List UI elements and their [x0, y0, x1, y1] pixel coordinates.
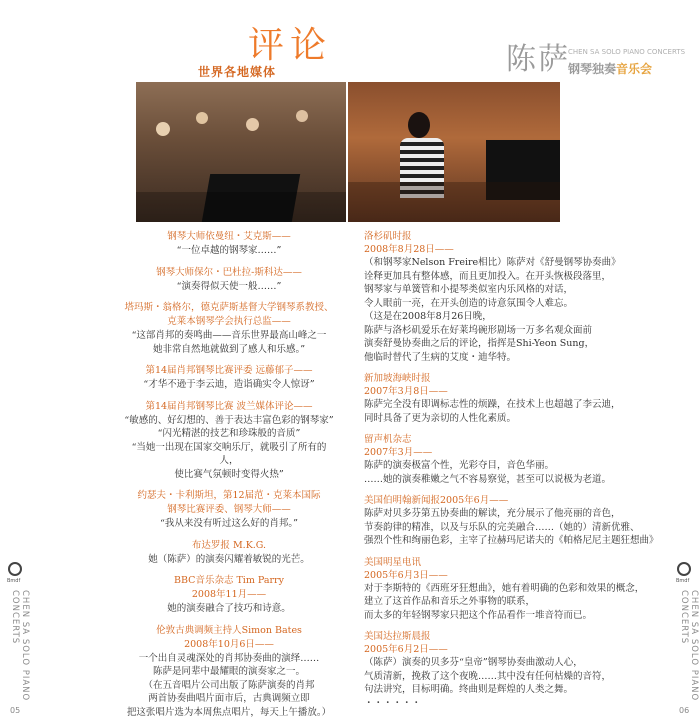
- review-source: 美国明星电讯: [364, 556, 422, 568]
- review-text: ・・・・・・: [364, 697, 422, 709]
- review-source: 塔玛斯・翁格尔，德克萨斯基督大学钢琴系教授、: [124, 302, 334, 313]
- review-entry: [364, 494, 669, 548]
- orchestra-photo: [136, 82, 346, 222]
- review-text: 演奏舒曼协奏曲之后的评论，指挥是Shi-Yeon Sung，: [364, 338, 595, 349]
- review-text: 陈萨的演奏极富个性，光彩夺目，音色华丽。: [364, 460, 555, 471]
- review-text: 陈萨完全没有即调标志性的烦躁，在技术上也超越了李云迪，: [364, 399, 621, 410]
- review-text: 强烈个性和绚丽色彩，主宰了拉赫玛尼诺夫的《帕格尼尼主题狂想曲》: [364, 535, 659, 546]
- review-text: 一个出自灵魂深处的肖邦协奏曲的演绎……: [138, 652, 320, 664]
- review-entry: [124, 230, 334, 258]
- review-text: 诠释更加具有整体感，而且更加投入。在开头恢极段落里，: [364, 270, 612, 282]
- review-text: 她的演奏融合了技巧和诗意。: [167, 603, 291, 614]
- review-entry: [124, 539, 334, 567]
- review-text: 陈萨与洛杉矶爱乐在好莱坞碗形剧场一万多名观众面前: [364, 324, 593, 336]
- review-text: “敏感的、好幻想的、善于表达丰富色彩的钢琴家”: [124, 414, 334, 426]
- review-source: 钢琴大师保尔・巴杜拉-斯科达——: [156, 266, 302, 278]
- review-date: 2008年10月6日——: [184, 638, 274, 650]
- review-text: 节奏韵律的精准，以及与乐队的完美融合……（她的）清新优雅、: [364, 521, 640, 533]
- review-text: 句法讲究，目标明确。终曲则是辉煌的人类之舞。: [364, 684, 574, 695]
- right-reviews: [364, 230, 669, 718]
- brand-sub-a: 钢琴独奏: [568, 62, 617, 76]
- brand-subtitle: [568, 60, 652, 77]
- review-text: 而太多的年轻钢琴家只把这个作品看作一堆音符而已。: [364, 609, 593, 621]
- review-date: 2008年8月28日——: [364, 244, 454, 255]
- review-date: 2005年6月3日——: [364, 569, 448, 581]
- review-text: “演奏得似天使一般……”: [176, 280, 282, 292]
- review-text: （在五音唱片公司出版了陈萨演奏的肖邦: [143, 679, 315, 691]
- review-source: 第14届肖邦钢琴比赛评委 远藤郁子——: [145, 365, 313, 376]
- left-reviews: [124, 230, 334, 727]
- review-entry: [124, 489, 334, 531]
- review-date: 2008年11月——: [191, 589, 267, 600]
- pianist-photo: [348, 82, 560, 222]
- brand-sub-b: 音乐会: [616, 62, 653, 76]
- review-source: 布达罗报 M.K.G.: [191, 539, 267, 551]
- page-number-left: 05: [10, 706, 21, 715]
- review-entry: [124, 266, 334, 294]
- review-text: 令人眼前一亮，在开头创造的诗意氛围令人难忘。: [364, 297, 574, 309]
- brand-name-cn: 陈萨: [506, 42, 570, 77]
- section-title: 评论: [248, 25, 333, 66]
- review-entry: [124, 400, 334, 482]
- page-number-right: 06: [679, 706, 690, 715]
- review-date: 2007年3月8日——: [364, 386, 448, 397]
- review-entry: [124, 301, 334, 356]
- review-text: 钢琴家与单簧管和小提琴类似室内乐风格的对话，: [364, 284, 574, 295]
- review-entry: [364, 372, 669, 425]
- review-text: “这部肖邦的奏鸣曲——音乐世界最高山峰之一: [131, 330, 327, 341]
- label-logo-icon: [677, 562, 691, 576]
- review-text: 两首协奏曲唱片面市后，古典调频立即: [148, 693, 310, 704]
- review-source: 伦敦古典调频主持人Simon Bates: [156, 624, 302, 636]
- review-entry: [124, 364, 334, 392]
- review-text: 陈萨对贝多芬第五协奏曲的解读，充分展示了他亮丽的音色，: [364, 508, 621, 519]
- review-entry: [364, 630, 669, 710]
- review-entry: [364, 556, 669, 623]
- review-text: （陈萨）演奏的贝多芬“皇帝”钢琴协奏曲激动人心，: [364, 657, 583, 668]
- review-source: 新加坡海峡时报: [364, 373, 431, 384]
- review-source: 洛杉矶时报: [364, 231, 412, 242]
- review-text: “闪光精湛的技艺和珍珠般的音质”: [157, 428, 301, 439]
- brand-name-en: CHEN SA SOLO PIANO CONCERTS: [568, 48, 686, 56]
- review-source: 钢琴大师依曼纽・艾克斯——: [167, 231, 291, 242]
- review-text: 她（陈萨）的演奏闪耀着敏锐的光芒。: [148, 553, 310, 565]
- review-text: 气质清新，挽救了这个夜晚……其中没有任何枯燥的音符，: [364, 670, 612, 682]
- review-entry: [124, 624, 334, 720]
- label-logo-icon: [8, 562, 22, 576]
- review-text: （和钢琴家Nelson Freire相比）陈萨对《舒曼钢琴协奏曲》: [364, 257, 621, 268]
- review-entry: [364, 433, 669, 486]
- review-text: 同时具备了更为亲切的人性化素质。: [364, 412, 517, 424]
- review-source: 美国伯明翰新闻报2005年6月——: [364, 495, 509, 506]
- left-side-bar: [6, 556, 30, 721]
- right-side-bar: [675, 556, 699, 721]
- review-source: 第14届肖邦钢琴比赛 波兰媒体评论——: [145, 400, 313, 412]
- logo-label: Bmdf: [7, 578, 21, 584]
- review-source: 留声机杂志: [364, 434, 412, 445]
- review-date: 2007年3月——: [364, 447, 433, 458]
- side-text-left: CHEN SA SOLO PIANO CONCERTS: [10, 590, 30, 702]
- review-entry: [364, 230, 669, 364]
- review-source: BBC音乐杂志 Tim Parry: [174, 575, 284, 586]
- review-text: 使比赛气氛顿时变得火热”: [174, 468, 284, 480]
- section-subtitle: 世界各地媒体: [198, 65, 277, 79]
- review-source: 钢琴比赛评委、钢琴大师——: [167, 504, 291, 515]
- review-text: “我从来没有听过这么好的肖邦。”: [160, 518, 298, 529]
- review-text: 对于李斯特的《西班牙狂想曲》，她有着明确的色彩和效果的概念，: [364, 582, 645, 594]
- review-entry: [124, 574, 334, 616]
- review-text: 他临时替代了生病的艾度・迪华特。: [364, 351, 517, 363]
- review-text: （这是在2008年8月26日晚，: [364, 311, 492, 322]
- review-text: “一位卓越的钢琴家……”: [176, 245, 282, 256]
- review-text: “当她一出现在国家交响乐厅，就吸引了所有的人，: [131, 441, 327, 466]
- review-text: 陈萨是同辈中最耀眼的演奏家之一。: [152, 666, 305, 677]
- review-source: 克莱本钢琴学会执行总监——: [167, 316, 291, 327]
- review-source: 约瑟夫・卡利斯坦，第12届范・克莱本国际: [137, 490, 321, 501]
- review-text: ……她的演奏稚嫩之气不容易察觉，甚至可以说极为老道。: [364, 473, 612, 485]
- review-text: “才华不逊于李云迪，造诣确实令人惊讶”: [143, 379, 315, 390]
- logo-label: Bmdf: [676, 578, 690, 584]
- review-source: 美国达拉斯晨报: [364, 631, 431, 642]
- review-date: 2005年6月2日——: [364, 644, 448, 655]
- review-text: 把这张唱片选为本周焦点唱片，每天上午播放。）: [126, 706, 332, 718]
- review-text: 建立了这首作品和音乐之外事物的联系，: [364, 596, 536, 607]
- side-text-right: CHEN SA SOLO PIANO CONCERTS: [679, 590, 699, 702]
- review-text: 她非常自然地就做到了感人和乐感。”: [152, 343, 306, 355]
